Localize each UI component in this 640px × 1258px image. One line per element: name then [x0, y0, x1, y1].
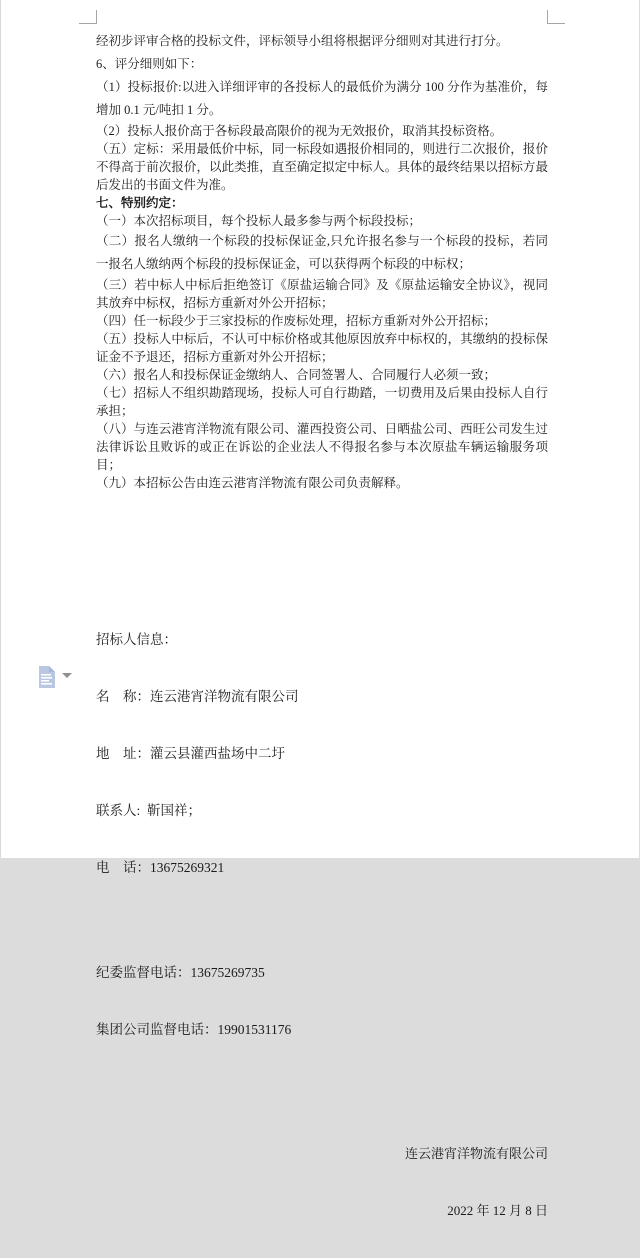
discipline-supervision-phone: 纪委监督电话：13675269735	[96, 965, 265, 980]
triangle-down-icon[interactable]	[62, 673, 72, 678]
paragraph: （1）投标报价:以进入详细评审的各投标人的最低价为满分 100 分作为基准价，每增加 0.1 元/吨扣 1 分。	[96, 80, 548, 117]
tenderer-info-heading: 招标人信息：	[96, 632, 177, 647]
tenderer-address: 地 址：灌云县灌西盐场中二圩	[96, 746, 285, 761]
tenderer-contact-person: 联系人: 靳国祥；	[96, 803, 202, 818]
paragraph: （四）任一标段少于三家投标的作废标处理，招标方重新对外公开招标；	[96, 314, 497, 328]
tenderer-name: 名 称：连云港宵洋物流有限公司	[96, 689, 299, 704]
group-supervision-phone: 集团公司监督电话：19901531176	[96, 1022, 292, 1037]
paragraph: （2）投标人报价高于各标段最高限价的视为无效报价，取消其投标资格。	[96, 124, 503, 138]
blank-space	[96, 915, 548, 925]
signature-date: 2022 年 12 月 8 日	[447, 1203, 548, 1218]
text-boundary-mark-top-left	[96, 10, 97, 24]
paragraph: （一）本次招标项目，每个投标人最多参与两个标段投标；	[96, 214, 422, 228]
section-heading: 七、特别约定：	[96, 196, 184, 210]
document-body	[96, 30, 548, 1258]
paragraph: （五）定标：采用最低价中标，同一标段如遇报价相同的，则进行二次报价，报价不得高于前次报价，以此类推，直至确定拟定中标人。具体的最终结果以招标方最后发出的书面文件为准。	[96, 142, 548, 192]
paragraph: 经初步评审合格的投标文件，评标领导小组将根据评分细则对其进行打分。	[96, 34, 509, 48]
blank-space	[96, 492, 548, 592]
tenderer-info-block	[96, 592, 548, 915]
text-boundary-mark-top-right	[547, 10, 548, 24]
paragraph: （八）与连云港宵洋物流有限公司、灌西投资公司、日晒盐公司、西旺公司发生过法律诉讼且败诉的或正在诉讼的企业法人不得报名参与本次原盐车辆运输服务项目；	[96, 422, 548, 472]
paragraph: （七）招标人不组织勘踏现场，投标人可自行勘踏，一切费用及后果由投标人自行承担；	[96, 386, 548, 418]
paragraph: （六）报名人和投标保证金缴纳人、合同签署人、合同履行人必须一致；	[96, 368, 497, 382]
margin-annotation-control[interactable]	[37, 664, 71, 690]
signature-company: 连云港宵洋物流有限公司	[404, 1146, 548, 1161]
signature-block	[96, 1106, 548, 1258]
text-boundary-mark-top-right	[547, 23, 565, 24]
paragraph: （五）投标人中标后，不认可中标价格或其他原因放弃中标权的，其缴纳的投标保证金不予退还，招标方重新对外公开招标；	[96, 332, 548, 364]
text-boundary-mark-top-left	[79, 23, 97, 24]
paragraph: （二）报名人缴纳一个标段的投标保证金,只允许报名参与一个标段的投标，若同一报名人缴纳两个标段的投标保证金，可以获得两个标段的中标权；	[96, 234, 548, 271]
blank-space	[96, 1077, 548, 1106]
paragraph: （九）本招标公告由连云港宵洋物流有限公司负责解释。	[96, 476, 409, 490]
paragraph: 6、评分细则如下：	[96, 57, 203, 71]
supervision-phones-block	[96, 925, 548, 1077]
tenderer-phone: 电 话：13675269321	[96, 860, 225, 875]
paragraph: （三）若中标人中标后拒绝签订《原盐运输合同》及《原盐运输安全协议》，视同其放弃中标权，招标方重新对外公开招标；	[96, 278, 548, 310]
